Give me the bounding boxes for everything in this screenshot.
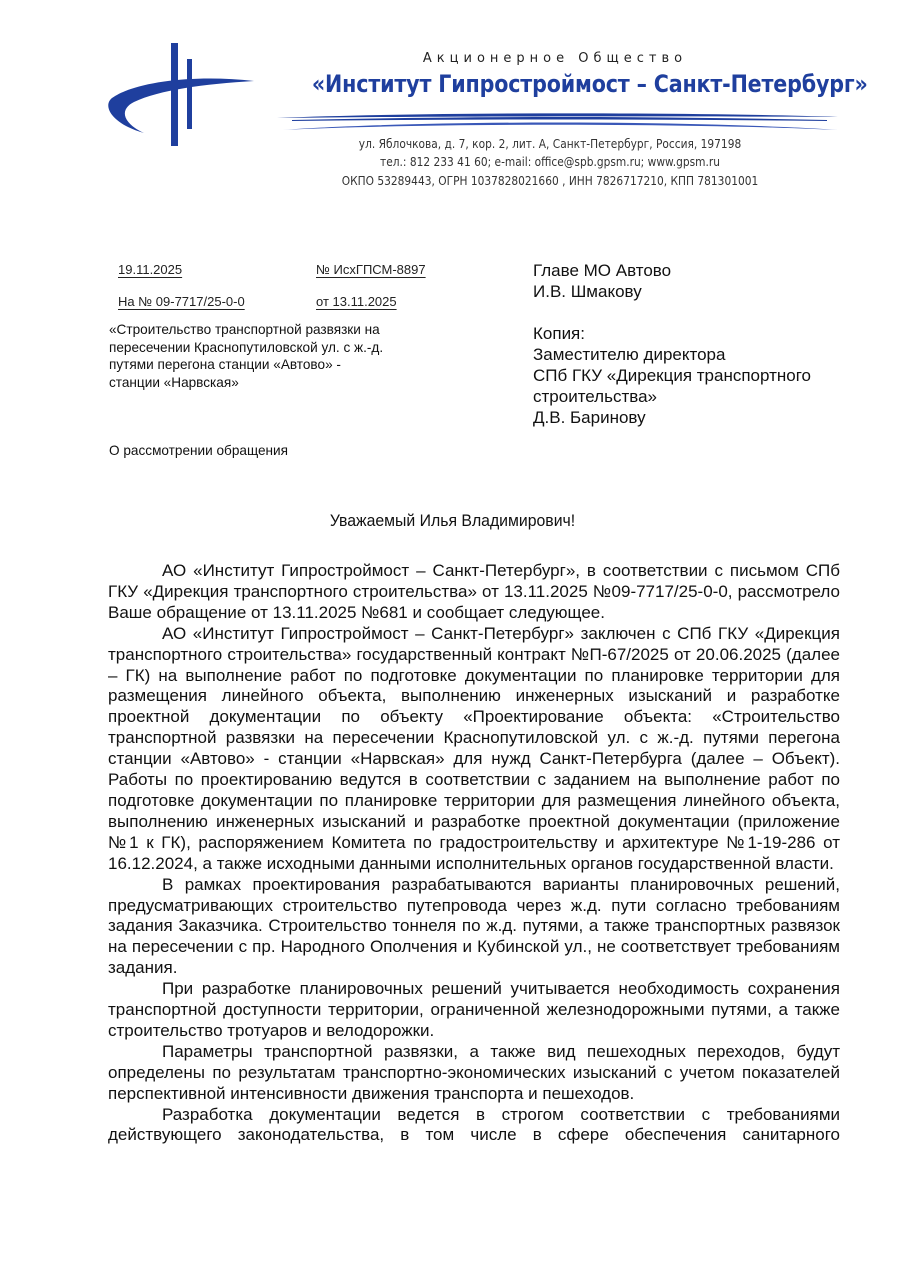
recipient-line: И.В. Шмакову: [533, 282, 642, 301]
body-paragraph: В рамках проектирования разрабатываются варианты планировочных решений, предусматривающих строительство путепровода через ж.д. пути согласно требованиям задания Заказчика. Строительство тоннеля по ж.д. путями, а также транспортных развязок на пересечении с пр. Народного Ополчения и Кубинской ул., не соответствует требованиям задания.: [108, 874, 840, 978]
subject-line: станции «Нарвская»: [109, 374, 239, 390]
body-paragraph: Разработка документации ведется в строгом соответствии с требованиями действующего законодательства, в том числе в сфере обеспечения санитарного: [108, 1104, 840, 1145]
letter-subject: [109, 321, 429, 391]
subject-line: пересечении Краснопутиловской ул. с ж.-д.: [109, 339, 384, 355]
letter-body: [108, 561, 840, 1146]
company-address: ул. Яблочкова, д. 7, кор. 2, лит. А, Санкт-Петербург, Россия, 197198: [358, 136, 742, 151]
copy-line: СПб ГКУ «Дирекция транспортного: [533, 366, 811, 385]
in-reply-to: На № 09-7717/25-0-0: [118, 294, 245, 309]
subject-line: «Строительство транспортной развязки на: [109, 322, 380, 337]
letter-topic: О рассмотрении обращения: [109, 443, 289, 458]
outgoing-number: № ИсхГПСМ-8897: [316, 262, 426, 277]
recipient-line: Главе МО Автово: [533, 261, 672, 280]
copy-line: Заместителю директора: [533, 345, 726, 364]
body-paragraph: АО «Институт Гипростроймост – Санкт-Петербург», в соответствии с письмом СПб ГКУ «Дирекция транспортного строительства» от 13.11.2025 №09-7717/25-0-0, рассмотрело Ваше обращение от 13.11.2025 №681 и сообщает следующее.: [108, 561, 840, 622]
org-name: «Институт Гипростроймост – Санкт-Петербург»: [311, 70, 868, 98]
copy-line: Копия:: [533, 324, 585, 343]
company-registry: ОКПО 53289443, ОГРН 1037828021660 , ИНН 7826717210, КПП 781301001: [341, 173, 759, 188]
letterhead-swoosh: [272, 108, 842, 136]
body-paragraph: При разработке планировочных решений учитывается необходимость сохранения транспортной доступности территории, ограниченной железнодорожными путями, а также строительство тротуаров и велодорожки.: [108, 979, 840, 1040]
company-logo-icon: [104, 40, 264, 150]
company-contacts: тел.: 812 233 41 60; e-mail: office@spb.gpsm.ru; www.gpsm.ru: [380, 154, 720, 169]
subject-line: путями перегона станции «Автово» -: [109, 357, 341, 372]
salutation: Уважаемый Илья Владимирович!: [329, 511, 576, 530]
copy-line: Д.В. Баринову: [533, 408, 646, 427]
letter-date: 19.11.2025: [118, 262, 183, 277]
copy-line: строительства»: [533, 387, 657, 406]
recipient-block: [533, 260, 863, 428]
body-paragraph: Параметры транспортной развязки, а также вид пешеходных переходов, будут определены по результатам транспортно-экономических изысканий с учетом показателей перспективной интенсивности движения транспорта и пешеходов.: [108, 1041, 840, 1103]
body-paragraph: АО «Институт Гипростроймост – Санкт-Петербург» заключен с СПб ГКУ «Дирекция транспортного строительства» государственный контракт №П-67/2025 от 20.06.2025 (далее – ГК) на выполнение работ по подготовке документации по планировке территории для размещения линейного объекта, выполнению инженерных изысканий и разработке проектной документации по объекту «Проектирование объекта: «Строительство транспортной развязки на пересечении Краснопутиловской ул. с ж.-д. путями перегона станции «Автово» - станции «Нарвская» для нужд Санкт-Петербурга (далее – Объект). Работы по проектированию ведутся в соответствии с заданием на выполнение работ по подготовке документации по планировке территории для размещения линейного объекта, выполнению инженерных изысканий и разработке проектной документации (приложение №1 к ГК), распоряжением Комитета по градостроительству и архитектуре №1-19-286 от 16.12.2024, а также исходными данными исполнительных органов государственной власти.: [108, 623, 840, 873]
org-type: Акционерное Общество: [422, 51, 688, 66]
in-reply-date: от 13.11.2025: [316, 294, 397, 309]
